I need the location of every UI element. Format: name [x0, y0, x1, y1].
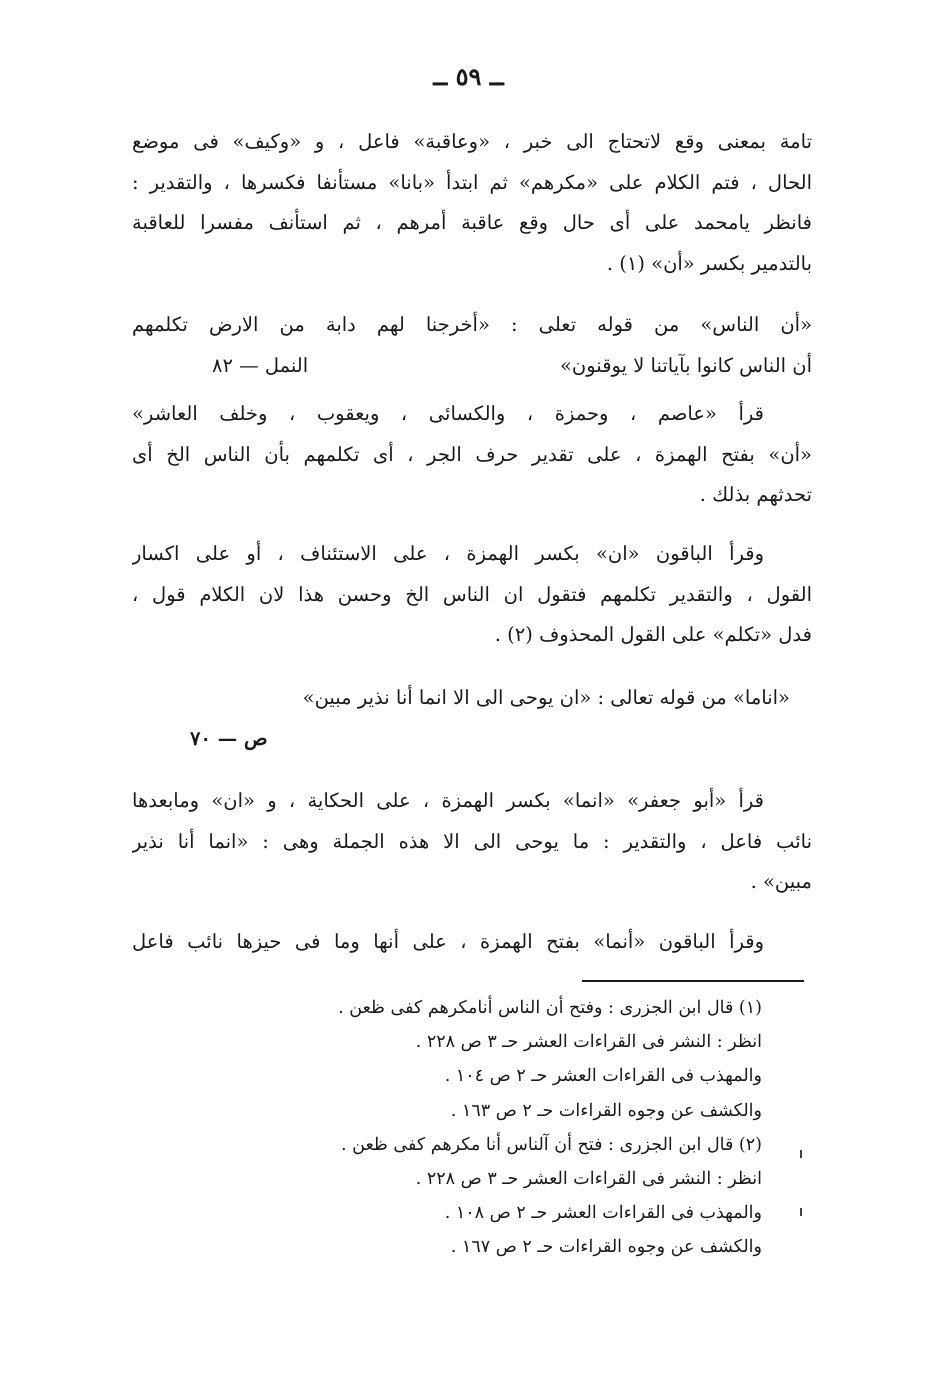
- text-line: قرأ «أبو جعفر» «انما» بكسر الهمزة ، على الحكاية ، و «ان» ومابعدها: [132, 789, 764, 812]
- text-line: نائب فاعل ، والتقدير : ما يوحى الى الا هذه الجملة وهى : «انما أنا نذير: [132, 829, 812, 853]
- footnote-line: انظر : النشر فى القراءات العشر حـ ٣ ص ٢٢٨ .: [415, 1032, 762, 1053]
- text-line: الحال ، فتم الكلام على «مكرهم» ثم ابتدأ «بانا» مستأنفا فكسرها ، والتقدير :: [132, 170, 812, 194]
- text-line: وقرأ الباقون «أنما» بفتح الهمزة ، على أنها وما فى حيزها نائب فاعل: [132, 930, 764, 953]
- footnote-line: انظر : النشر فى القراءات العشر حـ ٣ ص ٢٢٨ .: [415, 1169, 762, 1190]
- verse-line: «أن الناس» من قوله تعلى : «أخرجنا لهم دابة من الارض تكلمهم: [132, 313, 812, 336]
- footnote-line: (١) قال ابن الجزرى : وفتح أن الناس أنامكرهم كفى ظعن .: [338, 998, 762, 1018]
- text-line: بالتدمير بكسر «أن» (١) .: [606, 251, 812, 275]
- footnotes: [150, 991, 762, 1265]
- text-line: تحدثهم بذلك .: [699, 483, 812, 506]
- page-number: ــ ٥٩ ــ: [433, 62, 504, 91]
- paragraph-5: [132, 922, 812, 963]
- verse-1: [132, 305, 812, 386]
- scan-margin-mark: [800, 1150, 802, 1158]
- text-line: فانظر يامحمد على أى حال وقع عاقبة أمرهم ، ثم استأنف مفسرا للعاقبة: [132, 211, 812, 234]
- footnote-divider: [582, 980, 804, 982]
- footnote-line: (٢) قال ابن الجزرى : فتح أن آلناس أنا مكرهم كفى ظعن .: [341, 1134, 762, 1155]
- footnote-line: والكشف عن وجوه القراءات حـ ٢ ص ١٦٧ .: [450, 1237, 762, 1258]
- footnote-line: والمهذب فى القراءات العشر حـ ٢ ص ١٠٨ .: [444, 1203, 762, 1224]
- verse-reference: ص — ٧٠: [190, 726, 268, 750]
- text-line: القول ، والتقدير تكلمهم فتقول ان الناس الخ وحسن هذا لان الكلام قول ،: [132, 582, 812, 606]
- text-line: وقرأ الباقون «ان» بكسر الهمزة ، على الاستئناف ، أو على اكسار: [132, 542, 764, 565]
- verse-line-with-ref: [132, 346, 812, 387]
- text-line: «أن» بفتح الهمزة ، على تقدير حرف الجر ، أى تكلمهم بأن الناس الخ أى: [132, 442, 812, 466]
- paragraph-1: [132, 122, 812, 284]
- verse-reference: النمل — ٨٢: [212, 353, 309, 377]
- verse-2: [190, 678, 790, 759]
- text-line: فدل «تكلم» على القول المحذوف (٢) .: [494, 623, 812, 646]
- text-line: تامة بمعنى وقع لاتحتاج الى خبر ، «وعاقبة» فاعل ، و «وكيف» فى موضع: [132, 130, 812, 153]
- paragraph-4: [132, 781, 812, 903]
- paragraph-3: [132, 534, 812, 656]
- scan-margin-mark: [800, 1208, 802, 1216]
- verse-line: أن الناس كانوا بآياتنا لا يوقنون»: [559, 353, 812, 377]
- paragraph-2: [132, 394, 812, 516]
- footnote-line: والكشف عن وجوه القراءات حـ ٢ ص ١٦٣ .: [450, 1100, 762, 1121]
- verse-line: «اناما» من قوله تعالى : «ان يوحى الى الا انما أنا نذير مبين»: [302, 686, 790, 709]
- footnote-line: والمهذب فى القراءات العشر حـ ٢ ص ١٠٤ .: [444, 1066, 762, 1087]
- verse-reference-line: [190, 719, 790, 760]
- text-line: قرأ «عاصم ، وحمزة ، والكسائى ، ويعقوب ، وخلف العاشر»: [132, 402, 764, 425]
- text-line: مبين» .: [750, 870, 812, 893]
